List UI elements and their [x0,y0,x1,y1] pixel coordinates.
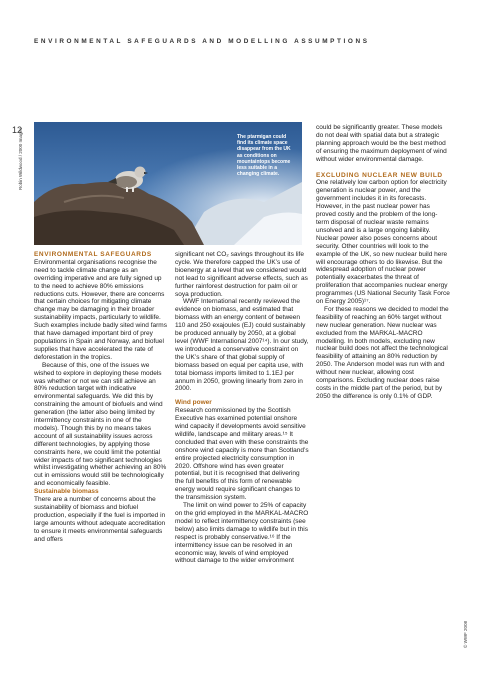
page-number: 12 [12,125,23,135]
subheading: Sustainable biomass [34,488,99,496]
column-1 [34,251,168,544]
paragraph: significant net CO₂ savings throughout its life cycle. We therefore capped the UK’s use of bioenergy at a level that we considered would not lead to significant adverse effects, such as further rainforest destruction for palm oil or soya production. [175,251,308,298]
paragraph: There are a number of concerns about the sustainability of biomass and biofuel production, especially if the fuel is imported in large amounts without adequate accreditation to ensure it meets environmental safeguards and offers [34,496,166,543]
paragraph: For these reasons we decided to model the feasibility of reaching an 60% target without new nuclear generation. New nuclear was excluded from the MARKAL-MACRO modelling. In both models, excluding new nuclear build does not affect the technological feasibility of attaining an 80% reduction by 2050. The Anderson model was run with and without new nuclear, allowing cost comparisons. Excluding nuclear does raise costs in the middle part of the period, but by 2050 the difference is only 0.1% of GDP. [316,305,449,400]
paragraph: could be significantly greater. These models do not deal with spatial data but a strategic planning approach would be the best method of ensuring the maximum deployment of wind without wider environmental damage. [316,124,447,163]
paragraph: Environmental organisations recognise the need to tackle climate change as an overriding imperative and are fully signed up to the need to achieve 80% emissions reductions cuts. However, there are concerns that certain choices for mitigating climate change may be damaging in their broader sustainability impacts, particularly to wildlife. Such examples include badly sited wind farms that have damaged important bird of prey populations in Spain and Norway, and biofuel supplies that have accelerated the rate of deforestation in the tropics. [34,258,167,361]
photo-caption: The ptarmigan could find its climate space disappear from the UK as conditions on mountaintops become less suitable in a changing climate. [237,134,291,178]
footer-mark: © WWF 2008 [463,620,468,648]
section-heading: ENVIRONMENTAL SAFEGUARDS [34,251,152,258]
paragraph: One relatively low carbon option for electricity generation is nuclear power, and the government includes it in its forecasts. However, in the past nuclear power has proved costly and the problem of the long-term disposal of nuclear waste remains unsolved and is a large ongoing liability. Nuclear power also poses concerns about security. Other countries will look to the example of the UK, so new nuclear build here will encourage others to do likewise. But the widespread adoption of nuclear power potentially exacerbates the threat of proliferation that accompanies nuclear energy programmes (US National Security Task Force on Energy 2005)¹⁷. [316,179,450,306]
paragraph: The limit on wind power to 25% of capacity on the grid employed in the MARKAL-MACRO model to reflect intermittency constraints (see below) also limits damage to wildlife but in this respect is probably conservative.¹⁶ If the intermittency issue can be resolved in an economic way, levels of wind employed without damage to the wider environment [175,502,309,565]
section-heading: EXCLUDING NUCLEAR NEW BUILD [316,171,443,179]
paragraph: Research commissioned by the Scottish Executive has examined potential onshore wind capacity if developments avoid sensitive wildlife, landscape and military areas.¹⁵ It concluded that even with these constraints the onshore wind capacity is more than Scotland’s entire projected electricity consumption in 2020. Offshore wind has even greater potential, but it is recognised that delivering the full benefits of this form of renewable energy would require significant changes to the transmission system. [175,407,309,502]
paragraph: Because of this, one of the issues we wished to explore in deploying these models was whether or not we can still achieve an 80% reduction target with indicative environmental safeguards. We did this by constraining the amount of biofuels and wind generation (the latter also being limited by intermittency constraints in one of the models). Though this by no means takes account of all sustainability issues across different technologies, by applying those constraints here, we could limit the potential wider impacts of two significant technologies whilst investigating whether achieving an 80% cut in emissions would still be technologically and economically feasible. [34,361,167,488]
paragraph: WWF International recently reviewed the evidence on biomass, and estimated that biomass with an energy content of between 110 and 250 exajoules (EJ) could sustainably be produced annually by 2050, at a global level (WWF International 2007¹⁴). In our study, we introduced a conservative constraint on the UK’s share of that global supply of biomass based on equal per capita use, with total biomass imports limited to 1.1EJ per annum in 2050, growing linearly from zero in 2000. [175,298,309,393]
photo-credit: Robin Wildwood / 2000 Images [18,127,23,190]
subheading: Wind power [175,399,212,407]
page-header: ENVIRONMENTAL SAFEGUARDS AND MODELLING ASSUMPTIONS [34,38,370,45]
column-2 [175,251,309,565]
column-3 [316,124,450,401]
